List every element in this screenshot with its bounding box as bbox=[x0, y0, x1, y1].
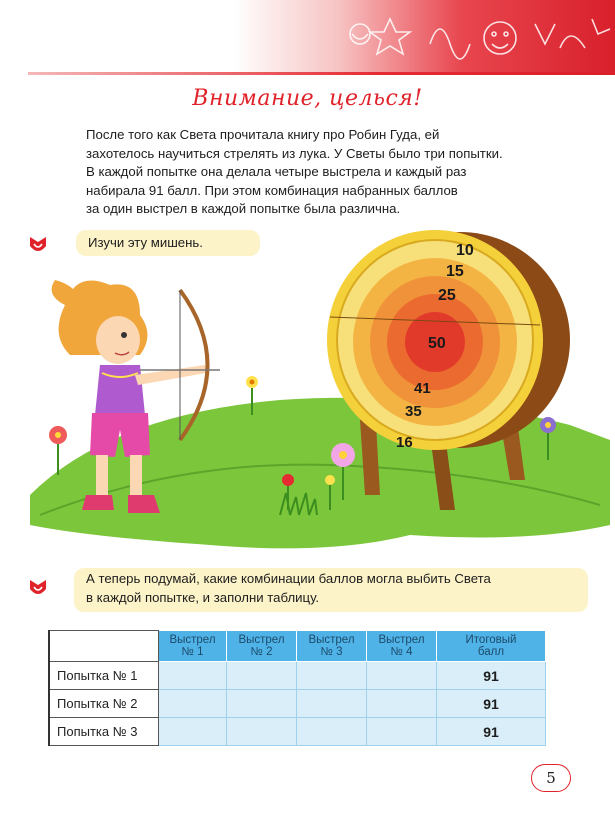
column-header: Выстрел № 2 bbox=[227, 631, 297, 662]
target-score-label: 25 bbox=[438, 287, 456, 304]
page-number: 5 bbox=[531, 764, 571, 792]
answer-cell[interactable] bbox=[297, 662, 367, 690]
answer-cell[interactable] bbox=[367, 718, 437, 746]
column-header: Итоговый балл bbox=[437, 631, 546, 662]
column-header: Выстрел № 3 bbox=[297, 631, 367, 662]
row-label: Попытка № 2 bbox=[49, 690, 159, 718]
answer-cell[interactable] bbox=[227, 718, 297, 746]
intro-line: за один выстрел в каждой попытке была различна. bbox=[86, 201, 401, 216]
target-score-label: 15 bbox=[446, 263, 464, 280]
total-score-cell: 91 bbox=[437, 718, 546, 746]
table-row bbox=[49, 690, 546, 718]
table-header-row bbox=[49, 631, 546, 662]
table-row bbox=[49, 718, 546, 746]
score-table bbox=[48, 630, 545, 746]
intro-line: В каждой попытке она делала четыре выстрела и каждый раз bbox=[86, 164, 467, 179]
table-frame bbox=[48, 630, 50, 746]
target-score-label: 50 bbox=[428, 335, 446, 352]
row-label: Попытка № 1 bbox=[49, 662, 159, 690]
intro-line: захотелось научиться стрелять из лука. У Светы было три попытки. bbox=[86, 145, 503, 161]
task-text-line: в каждой попытке, и заполни таблицу. bbox=[86, 589, 320, 605]
answer-cell[interactable] bbox=[367, 690, 437, 718]
answer-cell[interactable] bbox=[159, 718, 227, 746]
table-corner-cell bbox=[49, 631, 159, 662]
target-score-label: 10 bbox=[456, 242, 474, 259]
column-header: Выстрел № 1 bbox=[159, 631, 227, 662]
answer-cell[interactable] bbox=[367, 662, 437, 690]
task-bullet-icon bbox=[28, 577, 48, 599]
column-header: Выстрел № 4 bbox=[367, 631, 437, 662]
total-score-cell: 91 bbox=[437, 690, 546, 718]
task-note-study-target: Изучи эту мишень. bbox=[76, 230, 260, 256]
target-score-label: 35 bbox=[405, 403, 422, 420]
intro-paragraph bbox=[86, 126, 566, 219]
answer-cell[interactable] bbox=[297, 690, 367, 718]
target-score-label: 41 bbox=[414, 380, 431, 397]
header-divider bbox=[28, 72, 615, 75]
task-text-line: А теперь подумай, какие комбинации баллов могла выбить Света bbox=[86, 571, 491, 586]
intro-line: После того как Света прочитала книгу про Робин Гуда, ей bbox=[86, 127, 440, 142]
intro-line: набирала 91 балл. При этом комбинация набранных баллов bbox=[86, 182, 458, 198]
answer-cell[interactable] bbox=[297, 718, 367, 746]
answer-cell[interactable] bbox=[159, 662, 227, 690]
archery-illustration bbox=[30, 225, 610, 555]
row-label: Попытка № 3 bbox=[49, 718, 159, 746]
answer-cell[interactable] bbox=[159, 690, 227, 718]
page-title: Внимание, целься! bbox=[192, 86, 423, 111]
doodle-decoration bbox=[330, 4, 615, 70]
target-score-label: 16 bbox=[396, 434, 413, 451]
answer-cell[interactable] bbox=[227, 662, 297, 690]
table-row bbox=[49, 662, 546, 690]
task-note-fill-table bbox=[74, 568, 588, 612]
total-score-cell: 91 bbox=[437, 662, 546, 690]
answer-cell[interactable] bbox=[227, 690, 297, 718]
